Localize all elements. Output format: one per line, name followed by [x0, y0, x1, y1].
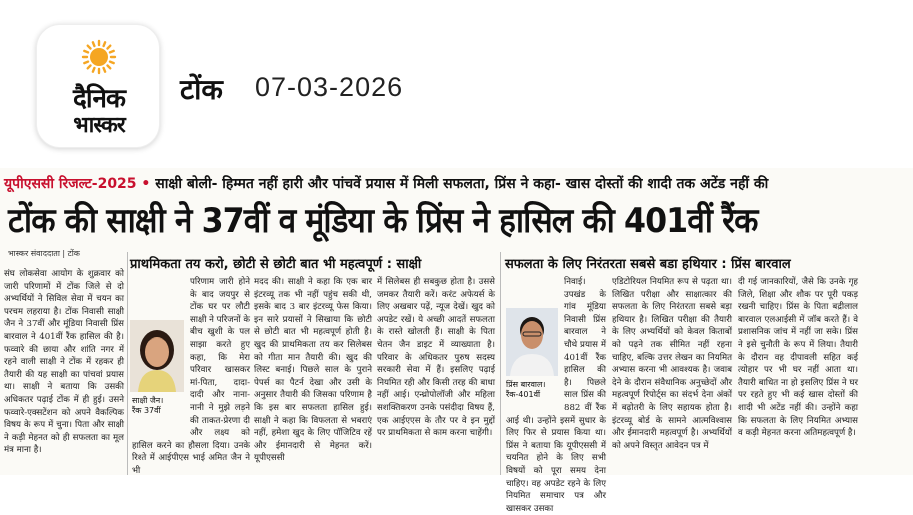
article-column-6: एडिटोरियल नियमित रूप से पढ़ता था। लिखित परीक्षा और साक्षात्कार की सफलता के लिए निरंतरता सबसे बड़ा हथियार है। लिखित परीक्षा की तैयारी के लिए अभ्यर्थियों को केवल किताबों को पढ़ने तक सीमित नहीं रहना चाहिए, बल्कि उत्तर लेखन का नियमित अभ्यास करना भी आवश्यक है। जवाब देने के दौरान संवैधानिक अनुच्छेदों और महत्वपूर्ण रिपोर्ट्स का संदर्भ देना अंकों में बढ़ोतरी के लिए सहायक होता है। इंटरव्यू बोर्ड के सामने आत्मविश्वास और ईमानदारी महत्वपूर्ण है। अभ्यर्थियों को अपने विस्तृत आवेदन पत्र में: [612, 277, 732, 451]
caption-prince-name: प्रिंस बारवाल।: [506, 380, 546, 389]
article-column-1: संघ लोकसेवा आयोग के शुक्रवार को जारी परिणामों में टोंक जिले से दो अभ्यर्थियों ने सिविल सेवा में चयन का परचम लहराया है। टोंक निवासी साक्षी जैन ने 37वीं और मूंडिया निवासी प्रिंस बारवाल ने 401वीं रैंक हासिल की है। फव्वारे की छाया और शांति नगर में रहने वाली साक्षी ने टोंक में रहकर ही तैयारी की यह साक्षी का पांचवां प्रयास था। साक्षी ने बताया कि उसकी अधिकतर पढ़ाई टोंक में ही हुई। उसने फव्वारे-एक्सटेंशन को अपने वैकल्पिक विषय के रूप में चुना। पिता और साक्षी ने कड़ी मेहनत को ही सफलता का मूल मंत्र माना है।: [4, 269, 124, 456]
column-divider: [500, 252, 501, 475]
column-divider: [127, 252, 128, 475]
photo-prince: [506, 308, 558, 376]
caption-sakshi-rank: रैंक 37वीं: [132, 406, 161, 415]
caption-sakshi: [132, 396, 188, 416]
photo-sakshi: [130, 320, 184, 392]
logo-text-line2: भास्कर: [73, 113, 125, 138]
article-column-5-text: निवाई। उपखंड के गांव मूंडिया निवासी प्रिंस बारवाल ने चौथे प्रयास में 401वीं रैंक हासिल की है। पिछले साल प्रिंस की 882 वीं रैंक आई थी। उन्होंने इसमें सुधार के लिए फिर से प्रयास किया था। प्रिंस ने बताया कि यूपीएससी में चयनित होने के लिए सभी विषयों को पूरा समय देना चाहिए। वह अपडेट रहने के लिए नियमित समाचार पत्र और खासकर उसका: [506, 277, 606, 514]
article-column-4: में सिलेबस ही सबकुछ होता है। उससे जमकर तैयारी करें। करंट अफेयर्स के लिए अखबार पढ़ें, न्यूज देखें। खुद को अपडेट रखें। ये अच्छी आदतें सफलता के रास्ते खोलती हैं। साक्षी के पिता चेतन जैन डाइट में व्याख्याता है। परिवार के अधिकतर पुरुष सदस्य सरकारी सेवा में हैं। इसलिए पढ़ाई नियमित रही और किसी तरह की बाधा नहीं आई। एन्थ्रोपोलॉजी और महिला सशक्तिकरण उनके पसंदीदा विषय हैं, एक आईएएस के तौर पर वे इन मुद्दों पर प्राथमिकता से काम करना चाहेंगी।: [377, 277, 495, 439]
kicker-label: यूपीएससी रिजल्ट-2025: [4, 176, 137, 192]
edition-date: 07-03-2026: [255, 72, 404, 102]
newspaper-clipping: [0, 168, 913, 514]
article-column-7: दी गई जानकारियों, जैसे कि उनके गृह जिले, शिक्षा और शौक पर पूरी पकड़ रखनी चाहिए। प्रिंस के पिता बद्रीलाल बारवाल एलआईसी में जॉब करते हैं। वे प्रशासनिक जांच में नहीं जा सके। प्रिंस ने इसे चुनौती के रूप में लिया। तैयारी के दौरान वह दीपावली सहित कई त्योहार पर भी घर नहीं आता था। तैयारी बाधित ना हो इसलिए प्रिंस ने घर पर रहते हुए भी कई खास दोस्तों की शादी भी अटेंड नहीं की। उन्होंने कहा कि सफलता के लिए नियमित अभ्यास व कड़ी मेहनत करना अतिमहत्वपूर्ण है।: [738, 277, 858, 439]
app-header: [0, 0, 913, 168]
kicker-text: साक्षी बोली- हिम्मत नहीं हारी और पांचवें प्रयास में मिली सफलता, प्रिंस ने कहा- खास दोस्तों की शादी तक अटेंड नहीं की: [150, 176, 769, 192]
logo-text-line1: दैनिक: [73, 84, 125, 114]
caption-prince-rank: रैंक-401वीं: [506, 390, 541, 399]
kicker-line: [4, 174, 768, 193]
byline: भास्कर संवाददाता | टोंक: [8, 249, 80, 258]
headline: टोंक की साक्षी ने 37वीं व मूंडिया के प्रिंस ने हासिल की 401वीं रैंक: [8, 201, 758, 241]
subhead-prince: सफलता के लिए निरंतरता सबसे बडा हथियार : प्रिंस बारवाल: [505, 257, 791, 272]
caption-sakshi-name: साक्षी जैन।: [132, 396, 164, 405]
caption-prince: [506, 380, 566, 400]
article-column-3: मदद की। साक्षी ने कहा कि एक बार इंटरव्यू तक भी नहीं पहुंच सकी थी, इसके बाद 3 बार इंटरव्यू फेस किया। इन सारे प्रयासों ने सिखाया कि छोटी से छोटी बात भी महत्वपूर्ण होती है। खुद की प्राथमिकता तय कर सिलेबस को गीता मान तैयारी की। खुद की लिस्ट बनाई। पिछले साल के पुराने पेपर्स का पैटर्न देखा और उसी के अनुसार तैयारी की जिसका परिणाम है कि इस बार सफलता हासिल हुई। साक्षी ने कहा कि विफलता से भबराएं नहीं, हमेशा खुद के लिए पॉजिटिव रहें और ईमानदारी से मेहनत करें। यूपीएससी: [254, 277, 372, 464]
edition-city: टोंक: [180, 73, 223, 106]
article-column-2-text: परिणाम जारी होने के बाद जयपुर से टोंक घर पर लौटी साक्षी ने परिजनों के बीच खुशी के पल साझा करते हुए कहा, कि मेरा परिवार खासकर मां-पिता, दादा-दादी और नाना-नानी ने मुझे लड़ने की ताकत-प्रेरणा दी और लक्ष्य को हासिल करने का हौसला दिया। उनके रिश्ते में आईपीएस भाई अमित जैन ने भी: [132, 277, 250, 476]
dainik-bhaskar-logo[interactable]: [36, 24, 160, 148]
kicker-separator: •: [136, 176, 151, 192]
subhead-sakshi: प्राथमिकता तय करो, छोटी से छोटी बात भी महत्वपूर्ण : साक्षी: [130, 257, 422, 272]
sun-icon: [81, 39, 117, 75]
